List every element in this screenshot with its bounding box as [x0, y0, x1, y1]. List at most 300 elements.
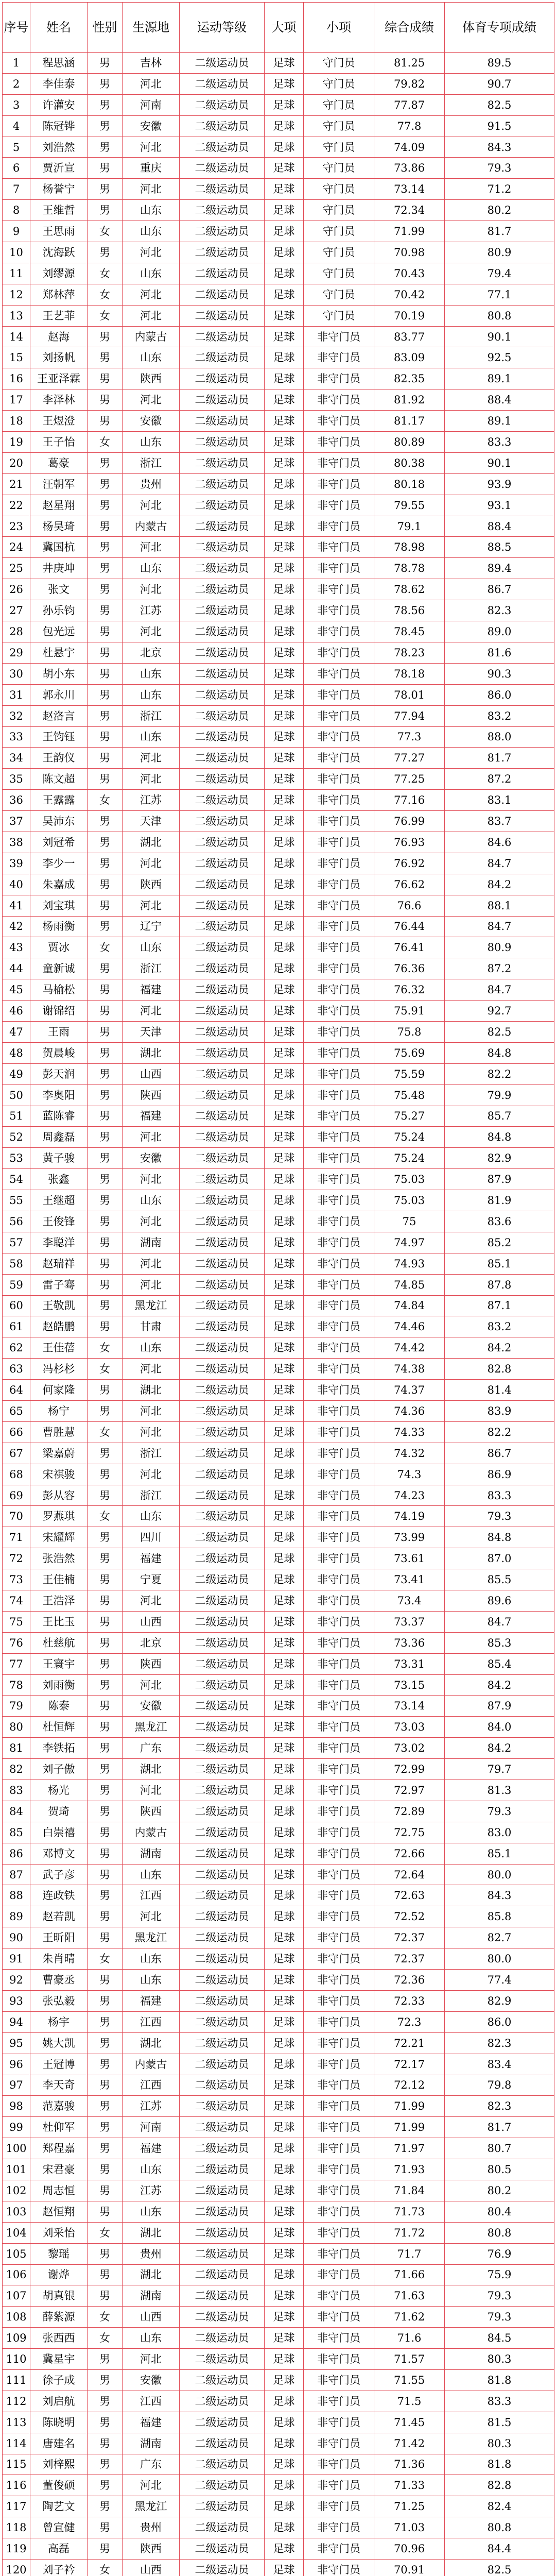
cell-sport-score: 82.5 — [445, 94, 554, 115]
cell-position: 非守门员 — [304, 2433, 374, 2454]
cell-gender: 男 — [88, 726, 123, 748]
table-row — [3, 1674, 554, 1696]
cell-gender: 男 — [88, 958, 123, 979]
cell-position: 非守门员 — [304, 1084, 374, 1106]
cell-gender: 男 — [88, 1674, 123, 1696]
cell-sport-score: 84.7 — [445, 916, 554, 937]
cell-name: 黎瑶 — [30, 2243, 88, 2264]
cell-name: 冀星宇 — [30, 2349, 88, 2370]
cell-position: 非守门员 — [304, 1464, 374, 1485]
cell-sport-score: 93.1 — [445, 495, 554, 516]
cell-position: 非守门员 — [304, 2054, 374, 2075]
cell-name: 童新诚 — [30, 958, 88, 979]
cell-name: 李佳泰 — [30, 73, 88, 94]
cell-category: 足球 — [265, 263, 304, 284]
cell-category: 足球 — [265, 242, 304, 263]
cell-position: 非守门员 — [304, 1759, 374, 1780]
cell-total-score: 71.5 — [374, 2391, 445, 2412]
cell-gender: 男 — [88, 1042, 123, 1063]
cell-sport-score: 85.4 — [445, 1653, 554, 1674]
table-body — [3, 53, 554, 2576]
cell-index: 70 — [3, 1506, 30, 1527]
cell-index: 35 — [3, 769, 30, 790]
cell-name: 汪朝军 — [30, 473, 88, 495]
cell-position: 非守门员 — [304, 705, 374, 726]
cell-sport-score: 88.0 — [445, 726, 554, 748]
cell-name: 蓝陈睿 — [30, 1106, 88, 1127]
cell-total-score: 76.36 — [374, 958, 445, 979]
cell-gender: 男 — [88, 1274, 123, 1295]
cell-name: 邓博文 — [30, 1843, 88, 1864]
cell-origin: 安徽 — [123, 2369, 180, 2391]
cell-level: 二级运动员 — [180, 937, 265, 958]
cell-level: 二级运动员 — [180, 452, 265, 473]
cell-index: 55 — [3, 1190, 30, 1211]
cell-origin: 山东 — [123, 1948, 180, 1970]
cell-sport-score: 89.6 — [445, 1590, 554, 1612]
cell-level: 二级运动员 — [180, 1084, 265, 1106]
cell-name: 胡真银 — [30, 2285, 88, 2307]
cell-index: 7 — [3, 179, 30, 200]
cell-gender: 男 — [88, 1063, 123, 1084]
cell-gender: 男 — [88, 1106, 123, 1127]
cell-index: 23 — [3, 516, 30, 537]
cell-category: 足球 — [265, 2369, 304, 2391]
cell-position: 非守门员 — [304, 1021, 374, 1042]
cell-origin: 吉林 — [123, 53, 180, 74]
cell-index: 95 — [3, 2032, 30, 2054]
cell-origin: 江苏 — [123, 2096, 180, 2117]
cell-sport-score: 84.2 — [445, 1337, 554, 1359]
cell-name: 杨誉宁 — [30, 179, 88, 200]
cell-gender: 男 — [88, 1084, 123, 1106]
cell-position: 非守门员 — [304, 2222, 374, 2243]
cell-level: 二级运动员 — [180, 1548, 265, 1569]
cell-gender: 男 — [88, 1253, 123, 1274]
cell-gender: 男 — [88, 2496, 123, 2517]
cell-position: 非守门员 — [304, 2391, 374, 2412]
cell-total-score: 78.78 — [374, 558, 445, 579]
cell-total-score: 74.19 — [374, 1506, 445, 1527]
cell-total-score: 75.8 — [374, 1021, 445, 1042]
table-row — [3, 874, 554, 895]
cell-position: 非守门员 — [304, 2517, 374, 2538]
cell-sport-score: 82.3 — [445, 600, 554, 621]
table-row — [3, 621, 554, 642]
cell-origin: 湖北 — [123, 832, 180, 853]
cell-sport-score: 80.8 — [445, 2222, 554, 2243]
cell-origin: 福建 — [123, 2412, 180, 2433]
cell-total-score: 74.42 — [374, 1337, 445, 1359]
cell-gender: 男 — [88, 684, 123, 705]
cell-total-score: 73.41 — [374, 1569, 445, 1590]
cell-name: 王昕阳 — [30, 1927, 88, 1948]
cell-index: 106 — [3, 2264, 30, 2285]
cell-gender: 男 — [88, 621, 123, 642]
cell-index: 60 — [3, 1295, 30, 1316]
cell-level: 二级运动员 — [180, 53, 265, 74]
cell-category: 足球 — [265, 2201, 304, 2222]
cell-level: 二级运动员 — [180, 2559, 265, 2576]
cell-sport-score: 84.2 — [445, 1674, 554, 1696]
cell-category: 足球 — [265, 1569, 304, 1590]
cell-gender: 男 — [88, 347, 123, 368]
cell-gender: 男 — [88, 158, 123, 179]
cell-index: 21 — [3, 473, 30, 495]
table-row — [3, 200, 554, 221]
cell-index: 6 — [3, 158, 30, 179]
cell-origin: 河南 — [123, 94, 180, 115]
table-row — [3, 2496, 554, 2517]
cell-category: 足球 — [265, 937, 304, 958]
cell-index: 115 — [3, 2454, 30, 2475]
cell-gender: 男 — [88, 2201, 123, 2222]
cell-gender: 男 — [88, 1548, 123, 1569]
cell-name: 王浩泽 — [30, 1590, 88, 1612]
cell-index: 3 — [3, 94, 30, 115]
cell-name: 杨雨衡 — [30, 916, 88, 937]
cell-total-score: 72.34 — [374, 200, 445, 221]
cell-name: 王佳楠 — [30, 1569, 88, 1590]
cell-category: 足球 — [265, 516, 304, 537]
cell-category: 足球 — [265, 1674, 304, 1696]
cell-sport-score: 81.5 — [445, 2412, 554, 2433]
table-row — [3, 1970, 554, 1991]
cell-sport-score: 79.3 — [445, 1506, 554, 1527]
cell-category: 足球 — [265, 305, 304, 326]
cell-gender: 男 — [88, 389, 123, 411]
cell-name: 周鑫磊 — [30, 1127, 88, 1148]
cell-total-score: 71.72 — [374, 2222, 445, 2243]
cell-gender: 男 — [88, 326, 123, 347]
cell-index: 110 — [3, 2349, 30, 2370]
cell-category: 足球 — [265, 600, 304, 621]
cell-position: 非守门员 — [304, 1548, 374, 1569]
cell-index: 109 — [3, 2328, 30, 2349]
cell-index: 10 — [3, 242, 30, 263]
cell-gender: 男 — [88, 1738, 123, 1759]
cell-name: 刘启航 — [30, 2391, 88, 2412]
cell-index: 91 — [3, 1948, 30, 1970]
cell-index: 18 — [3, 411, 30, 432]
cell-sport-score: 87.0 — [445, 1548, 554, 1569]
cell-category: 足球 — [265, 1590, 304, 1612]
cell-total-score: 77.25 — [374, 769, 445, 790]
table-row — [3, 2159, 554, 2180]
cell-gender: 男 — [88, 1843, 123, 1864]
cell-category: 足球 — [265, 2264, 304, 2285]
table-row — [3, 516, 554, 537]
cell-name: 陈泰 — [30, 1696, 88, 1717]
cell-gender: 男 — [88, 600, 123, 621]
cell-total-score: 72.64 — [374, 1864, 445, 1885]
cell-origin: 黑龙江 — [123, 1295, 180, 1316]
cell-sport-score: 84.0 — [445, 1717, 554, 1738]
cell-level: 二级运动员 — [180, 558, 265, 579]
cell-origin: 内蒙古 — [123, 2054, 180, 2075]
cell-sport-score: 84.2 — [445, 1738, 554, 1759]
cell-name: 刘雨衡 — [30, 1674, 88, 1696]
cell-total-score: 72.52 — [374, 1906, 445, 1927]
cell-origin: 河北 — [123, 1001, 180, 1022]
cell-index: 4 — [3, 115, 30, 137]
cell-total-score: 71.7 — [374, 2243, 445, 2264]
cell-index: 79 — [3, 1696, 30, 1717]
cell-index: 11 — [3, 263, 30, 284]
cell-sport-score: 81.7 — [445, 748, 554, 769]
cell-name: 张鑫 — [30, 1169, 88, 1190]
cell-position: 非守门员 — [304, 1674, 374, 1696]
cell-name: 陈冠铧 — [30, 115, 88, 137]
table-row — [3, 94, 554, 115]
cell-level: 二级运动员 — [180, 1990, 265, 2011]
cell-position: 非守门员 — [304, 452, 374, 473]
cell-total-score: 71.62 — [374, 2307, 445, 2328]
cell-total-score: 75.48 — [374, 1084, 445, 1106]
cell-name: 张浩然 — [30, 1548, 88, 1569]
cell-total-score: 73.4 — [374, 1590, 445, 1612]
cell-index: 94 — [3, 2011, 30, 2032]
cell-category: 足球 — [265, 1021, 304, 1042]
cell-gender: 男 — [88, 579, 123, 600]
cell-category: 足球 — [265, 2180, 304, 2201]
cell-origin: 山东 — [123, 937, 180, 958]
table-row — [3, 347, 554, 368]
cell-gender: 男 — [88, 2285, 123, 2307]
cell-position: 非守门员 — [304, 2243, 374, 2264]
cell-index: 98 — [3, 2096, 30, 2117]
cell-level: 二级运动员 — [180, 1464, 265, 1485]
cell-name: 赵若凯 — [30, 1906, 88, 1927]
cell-index: 59 — [3, 1274, 30, 1295]
cell-position: 非守门员 — [304, 347, 374, 368]
cell-category: 足球 — [265, 1822, 304, 1843]
cell-origin: 山东 — [123, 1970, 180, 1991]
table-row — [3, 958, 554, 979]
cell-name: 朱肖晴 — [30, 1948, 88, 1970]
cell-origin: 贵州 — [123, 473, 180, 495]
cell-sport-score: 85.5 — [445, 1569, 554, 1590]
cell-total-score: 71.99 — [374, 2117, 445, 2138]
cell-level: 二级运动员 — [180, 684, 265, 705]
table-row — [3, 642, 554, 663]
cell-gender: 男 — [88, 1232, 123, 1253]
cell-sport-score: 90.1 — [445, 326, 554, 347]
cell-name: 杨宇 — [30, 2011, 88, 2032]
cell-sport-score: 81.4 — [445, 1380, 554, 1401]
cell-position: 非守门员 — [304, 1990, 374, 2011]
cell-level: 二级运动员 — [180, 705, 265, 726]
table-row — [3, 684, 554, 705]
cell-level: 二级运动员 — [180, 1042, 265, 1063]
cell-gender: 男 — [88, 2159, 123, 2180]
cell-category: 足球 — [265, 73, 304, 94]
cell-gender: 男 — [88, 1864, 123, 1885]
cell-origin: 湖北 — [123, 2222, 180, 2243]
cell-sport-score: 84.6 — [445, 832, 554, 853]
cell-position: 守门员 — [304, 242, 374, 263]
cell-position: 非守门员 — [304, 769, 374, 790]
table-row — [3, 1421, 554, 1443]
table-row — [3, 305, 554, 326]
cell-gender: 女 — [88, 1506, 123, 1527]
cell-category: 足球 — [265, 916, 304, 937]
cell-index: 44 — [3, 958, 30, 979]
cell-position: 非守门员 — [304, 874, 374, 895]
cell-name: 杜慈航 — [30, 1632, 88, 1653]
cell-index: 117 — [3, 2496, 30, 2517]
cell-level: 二级运动员 — [180, 1063, 265, 1084]
table-row — [3, 1801, 554, 1822]
cell-index: 26 — [3, 579, 30, 600]
cell-category: 足球 — [265, 726, 304, 748]
table-row — [3, 1653, 554, 1674]
cell-gender: 男 — [88, 1316, 123, 1337]
cell-origin: 河北 — [123, 621, 180, 642]
cell-name: 谢烨 — [30, 2264, 88, 2285]
cell-total-score: 73.31 — [374, 1653, 445, 1674]
cell-index: 65 — [3, 1401, 30, 1422]
header-gender: 性别 — [88, 3, 123, 53]
cell-index: 30 — [3, 663, 30, 684]
cell-position: 非守门员 — [304, 1295, 374, 1316]
cell-sport-score: 79.3 — [445, 2307, 554, 2328]
cell-sport-score: 84.2 — [445, 874, 554, 895]
table-row — [3, 452, 554, 473]
table-row — [3, 1253, 554, 1274]
cell-category: 足球 — [265, 94, 304, 115]
cell-position: 非守门员 — [304, 1927, 374, 1948]
table-row — [3, 2475, 554, 2496]
cell-category: 足球 — [265, 1148, 304, 1169]
table-row — [3, 2433, 554, 2454]
cell-position: 非守门员 — [304, 1948, 374, 1970]
cell-total-score: 80.89 — [374, 432, 445, 453]
cell-gender: 男 — [88, 1780, 123, 1801]
cell-index: 25 — [3, 558, 30, 579]
cell-position: 非守门员 — [304, 2307, 374, 2328]
table-row — [3, 1380, 554, 1401]
cell-category: 足球 — [265, 874, 304, 895]
cell-total-score: 72.12 — [374, 2075, 445, 2096]
cell-origin: 山东 — [123, 726, 180, 748]
cell-gender: 男 — [88, 811, 123, 832]
cell-category: 足球 — [265, 642, 304, 663]
cell-sport-score: 79.7 — [445, 1759, 554, 1780]
cell-position: 守门员 — [304, 53, 374, 74]
cell-position: 非守门员 — [304, 1232, 374, 1253]
table-row — [3, 2138, 554, 2159]
table-row — [3, 2264, 554, 2285]
cell-origin: 河北 — [123, 1401, 180, 1422]
cell-position: 非守门员 — [304, 937, 374, 958]
cell-name: 王比玉 — [30, 1611, 88, 1632]
cell-index: 58 — [3, 1253, 30, 1274]
cell-index: 85 — [3, 1822, 30, 1843]
cell-index: 13 — [3, 305, 30, 326]
cell-origin: 黑龙江 — [123, 2496, 180, 2517]
cell-index: 83 — [3, 1780, 30, 1801]
cell-name: 王子怡 — [30, 432, 88, 453]
header-name: 姓名 — [30, 3, 88, 53]
cell-name: 彭天润 — [30, 1063, 88, 1084]
cell-position: 非守门员 — [304, 1421, 374, 1443]
table-row — [3, 1548, 554, 1569]
cell-position: 非守门员 — [304, 579, 374, 600]
table-row — [3, 1527, 554, 1548]
cell-level: 二级运动员 — [180, 1590, 265, 1612]
cell-category: 足球 — [265, 1780, 304, 1801]
table-row — [3, 2349, 554, 2370]
cell-level: 二级运动员 — [180, 1127, 265, 1148]
cell-level: 二级运动员 — [180, 1443, 265, 1464]
table-row — [3, 284, 554, 305]
table-row — [3, 1190, 554, 1211]
cell-total-score: 76.32 — [374, 979, 445, 1001]
cell-level: 二级运动员 — [180, 368, 265, 389]
cell-origin: 河北 — [123, 748, 180, 769]
cell-total-score: 70.43 — [374, 263, 445, 284]
cell-name: 白崇禧 — [30, 1822, 88, 1843]
cell-total-score: 70.19 — [374, 305, 445, 326]
cell-index: 62 — [3, 1337, 30, 1359]
cell-level: 二级运动员 — [180, 916, 265, 937]
cell-origin: 浙江 — [123, 1443, 180, 1464]
cell-total-score: 74.3 — [374, 1464, 445, 1485]
table-row — [3, 1316, 554, 1337]
cell-index: 19 — [3, 432, 30, 453]
cell-origin: 天津 — [123, 1021, 180, 1042]
table-row — [3, 2222, 554, 2243]
cell-origin: 江苏 — [123, 2180, 180, 2201]
cell-level: 二级运动员 — [180, 1927, 265, 1948]
cell-level: 二级运动员 — [180, 1611, 265, 1632]
cell-origin: 山东 — [123, 1337, 180, 1359]
table-row — [3, 748, 554, 769]
cell-position: 非守门员 — [304, 2180, 374, 2201]
cell-gender: 男 — [88, 1653, 123, 1674]
cell-origin: 河北 — [123, 1359, 180, 1380]
cell-sport-score: 89.1 — [445, 368, 554, 389]
cell-category: 足球 — [265, 452, 304, 473]
cell-index: 73 — [3, 1569, 30, 1590]
table-row — [3, 2559, 554, 2576]
cell-sport-score: 87.9 — [445, 1169, 554, 1190]
cell-sport-score: 77.1 — [445, 284, 554, 305]
cell-level: 二级运动员 — [180, 242, 265, 263]
table-row — [3, 2201, 554, 2222]
cell-level: 二级运动员 — [180, 1316, 265, 1337]
cell-name: 贾沂宣 — [30, 158, 88, 179]
cell-level: 二级运动员 — [180, 1401, 265, 1422]
cell-name: 薛紫源 — [30, 2307, 88, 2328]
cell-level: 二级运动员 — [180, 2222, 265, 2243]
table-row — [3, 1084, 554, 1106]
cell-name: 董俊硕 — [30, 2475, 88, 2496]
cell-index: 8 — [3, 200, 30, 221]
table-row — [3, 53, 554, 74]
cell-position: 非守门员 — [304, 411, 374, 432]
cell-category: 足球 — [265, 389, 304, 411]
cell-name: 张文 — [30, 579, 88, 600]
cell-level: 二级运动员 — [180, 748, 265, 769]
cell-category: 足球 — [265, 158, 304, 179]
cell-position: 非守门员 — [304, 832, 374, 853]
header-total-score: 综合成绩 — [374, 3, 445, 53]
cell-total-score: 78.23 — [374, 642, 445, 663]
cell-position: 非守门员 — [304, 853, 374, 874]
cell-position: 非守门员 — [304, 558, 374, 579]
